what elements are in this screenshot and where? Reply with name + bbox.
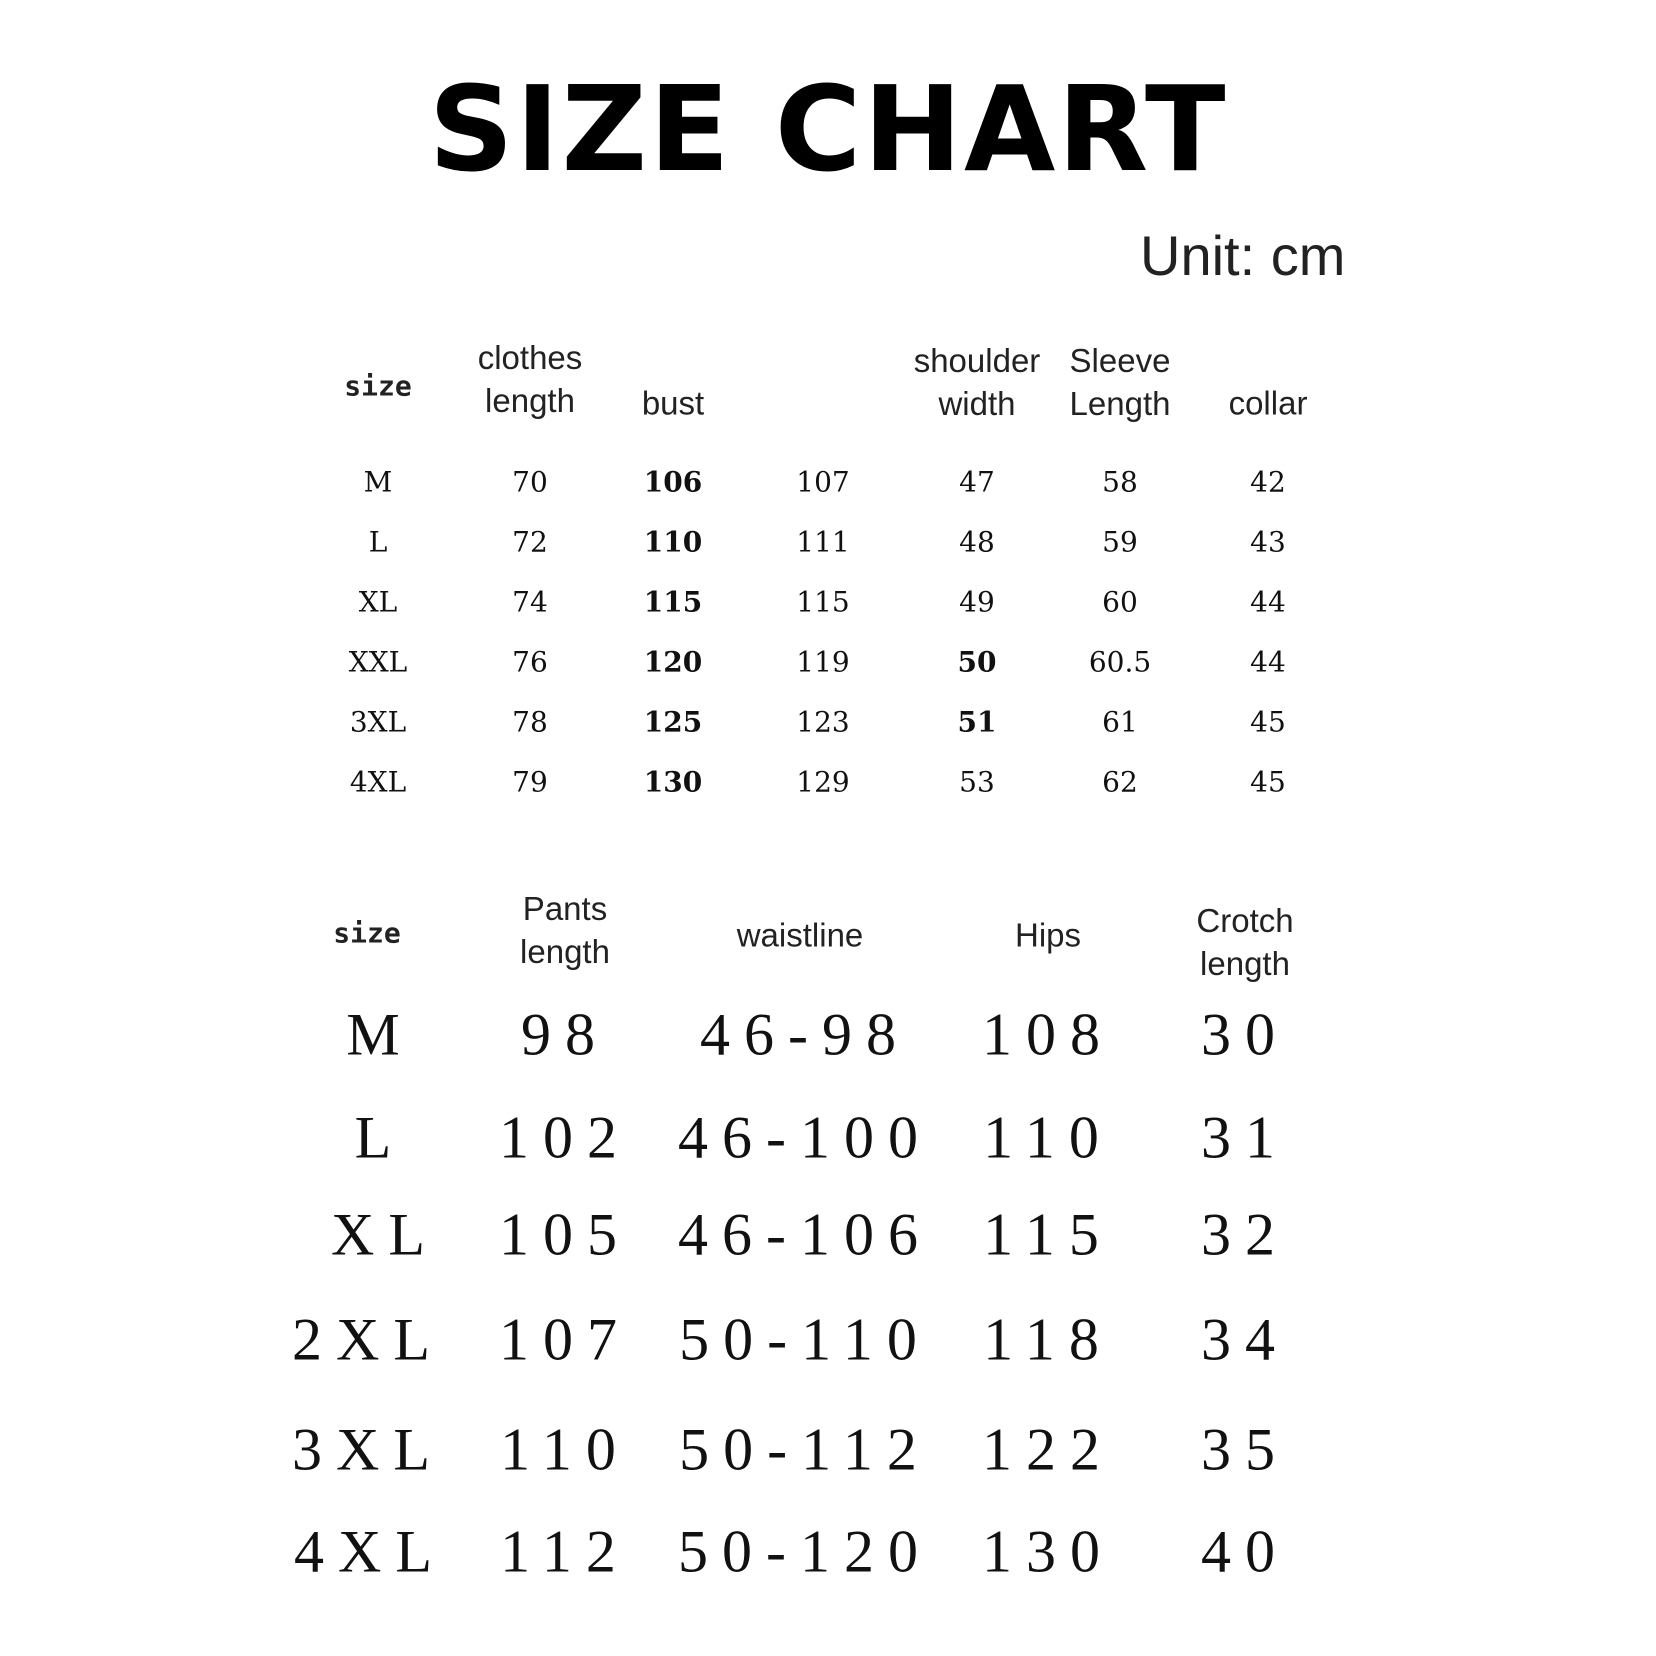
bottom-table-cell: 46-106	[678, 1201, 932, 1268]
top-table-cell: 72	[512, 525, 548, 559]
top-size-label: XL	[358, 585, 398, 619]
top-table-cell: 44	[1250, 585, 1286, 619]
bottom-header-size: size	[333, 916, 401, 950]
bottom-table-cell: 32	[1201, 1201, 1289, 1268]
top-table-cell: 76	[512, 645, 548, 679]
bottom-table-cell: 50-110	[679, 1306, 931, 1373]
bottom-size-label: XL	[331, 1201, 439, 1268]
bottom-header-waistline: waistline	[736, 916, 864, 954]
bottom-table-cell: 110	[983, 1104, 1113, 1171]
top-table-cell: 125	[643, 705, 703, 739]
page-title: SIZE CHART	[428, 60, 1228, 198]
bottom-size-label: 4XL	[294, 1518, 446, 1585]
bottom-table-cell: 130	[982, 1518, 1114, 1585]
bottom-table-cell: 110	[500, 1416, 630, 1483]
top-header-collar: collar	[1228, 384, 1308, 422]
top-header-size: size	[344, 369, 412, 403]
bottom-table-cell: 122	[982, 1416, 1114, 1483]
top-table-cell: 43	[1250, 525, 1286, 559]
top-header-clothes: clothes length	[477, 339, 583, 419]
top-table-cell: 78	[512, 705, 548, 739]
top-table-cell: 60	[1102, 585, 1138, 619]
top-table-cell: 119	[796, 645, 850, 679]
bottom-size-label: M	[346, 1001, 414, 1068]
top-table-cell: 60.5	[1088, 645, 1152, 679]
bottom-table-cell: 30	[1201, 1001, 1289, 1068]
top-header-sleeve: Sleeve Length	[1069, 342, 1171, 422]
top-table-cell: 49	[959, 585, 995, 619]
top-size-label: M	[363, 465, 393, 499]
top-size-label: 3XL	[349, 705, 407, 739]
top-table-cell: 45	[1250, 705, 1286, 739]
bottom-table-cell: 105	[499, 1201, 631, 1268]
unit-label: Unit: cm	[1140, 224, 1346, 287]
bottom-table-cell: 50-120	[678, 1518, 932, 1585]
bottom-header-pants: Pants length	[520, 890, 610, 970]
bottom-table-cell: 46-98	[700, 1001, 910, 1068]
bottom-table-cell: 102	[499, 1104, 631, 1171]
bottom-header-crotch: Crotch length	[1196, 902, 1294, 982]
top-table-cell: 47	[959, 465, 995, 499]
top-table-cell: 107	[796, 465, 850, 499]
bottom-table-cell: 34	[1201, 1306, 1289, 1373]
bottom-size-label: 3XL	[292, 1416, 444, 1483]
bottom-size-label: 2XL	[292, 1306, 444, 1373]
top-table-cell: 111	[796, 525, 850, 559]
top-table-cell: 58	[1102, 465, 1138, 499]
top-table-cell: 110	[643, 525, 703, 559]
top-size-label: L	[368, 525, 388, 559]
top-table-cell: 70	[512, 465, 548, 499]
bottom-table-cell: 107	[499, 1306, 631, 1373]
top-table-cell: 50	[957, 645, 997, 679]
top-header-bust: bust	[641, 384, 705, 422]
top-table-cell: 79	[512, 765, 548, 799]
bottom-table-cell: 35	[1201, 1416, 1289, 1483]
top-table-cell: 51	[957, 705, 997, 739]
top-table-cell: 130	[643, 765, 703, 799]
top-table-cell: 61	[1102, 705, 1138, 739]
top-table-cell: 123	[796, 705, 850, 739]
top-table-cell: 42	[1250, 465, 1286, 499]
bottom-table-cell: 112	[500, 1518, 630, 1585]
top-table-cell: 44	[1250, 645, 1286, 679]
top-table-cell: 129	[796, 765, 850, 799]
top-table-cell: 120	[643, 645, 703, 679]
bottom-table-cell: 46-100	[678, 1104, 932, 1171]
top-header-shoulder: shoulder width	[913, 342, 1041, 422]
bottom-size-label: L	[354, 1104, 406, 1171]
bottom-table-cell: 31	[1201, 1104, 1289, 1171]
top-table-cell: 115	[796, 585, 850, 619]
bottom-table-cell: 50-112	[679, 1416, 931, 1483]
bottom-table-cell: 98	[521, 1001, 609, 1068]
bottom-table-cell: 40	[1201, 1518, 1289, 1585]
bottom-header-hips: Hips	[1014, 916, 1082, 954]
top-size-label: 4XL	[349, 765, 407, 799]
top-table-cell: 62	[1102, 765, 1138, 799]
top-table-cell: 53	[959, 765, 995, 799]
top-size-label: XXL	[348, 645, 408, 679]
top-table-cell: 59	[1102, 525, 1138, 559]
bottom-table-cell: 118	[983, 1306, 1113, 1373]
top-table-cell: 115	[643, 585, 703, 619]
bottom-table-cell: 108	[982, 1001, 1114, 1068]
top-table-cell: 106	[643, 465, 703, 499]
top-table-cell: 48	[959, 525, 995, 559]
top-table-cell: 74	[512, 585, 548, 619]
top-table-cell: 45	[1250, 765, 1286, 799]
bottom-table-cell: 115	[983, 1201, 1113, 1268]
